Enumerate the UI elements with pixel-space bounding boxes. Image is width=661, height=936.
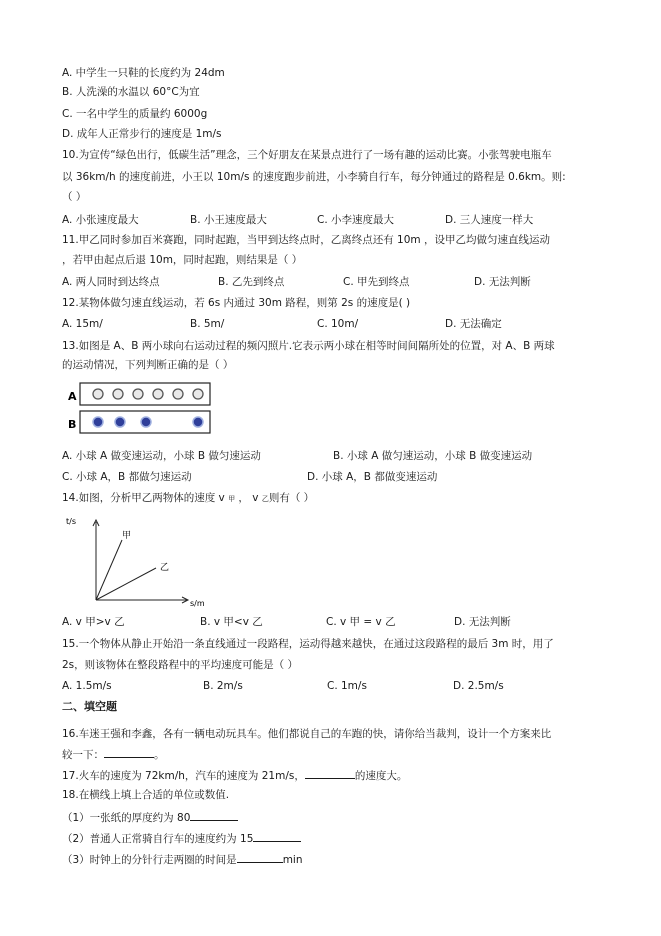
q16-stem-post: 。 xyxy=(154,749,165,761)
q9-option-d: D. 成年人正常步行的速度是 1m/s xyxy=(62,128,222,140)
q13-option-b: B. 小球 A 做匀速运动，小球 B 做变速运动 xyxy=(333,450,533,462)
q18-item-3-blank[interactable] xyxy=(237,851,283,863)
q12-option-c: C. 10m/ xyxy=(317,318,359,330)
q9-option-b: B. 人洗澡的水温以 60°C为宜 xyxy=(62,86,200,98)
q12-option-a: A. 15m/ xyxy=(62,318,103,330)
q13-option-c: C. 小球 A，B 都做匀速运动 xyxy=(62,471,192,483)
ball-b-2 xyxy=(115,417,125,427)
q16-stem-pre: 较一下： xyxy=(62,749,104,761)
q18-item-1 xyxy=(62,809,238,825)
q13-option-d: D. 小球 A，B 都做变速运动 xyxy=(307,471,438,483)
ball-b-4 xyxy=(193,417,203,427)
q10-option-b: B. 小王速度最大 xyxy=(190,214,267,226)
ball-a-6 xyxy=(193,389,203,399)
q10-option-d: D. 三人速度一样大 xyxy=(445,214,534,226)
q11-option-d: D. 无法判断 xyxy=(474,276,531,288)
strobe-photo-figure xyxy=(60,378,220,440)
q10-option-a: A. 小张速度最大 xyxy=(62,214,139,226)
q14-stem-mid: ， v xyxy=(235,492,262,504)
ball-b-1 xyxy=(93,417,103,427)
q17-answer-blank[interactable] xyxy=(305,767,355,779)
q18-item-1-text: （1）一张纸的厚度约为 80 xyxy=(62,812,191,824)
graph-y-label: t/s xyxy=(66,517,76,526)
ball-a-4 xyxy=(153,389,163,399)
q15-stem-line2: 2s，则该物体在整段路程中的平均速度可能是（ ） xyxy=(62,659,298,671)
q18-item-2-blank[interactable] xyxy=(253,830,301,842)
q11-option-a: A. 两人同时到达终点 xyxy=(62,276,160,288)
q14-option-d: D. 无法判断 xyxy=(454,616,511,628)
q15-option-c: C. 1m/s xyxy=(327,680,367,692)
q12-option-b: B. 5m/ xyxy=(190,318,225,330)
ball-a-3 xyxy=(133,389,143,399)
q17-stem-post: 的速度大。 xyxy=(354,770,408,782)
ts-graph-figure xyxy=(60,510,220,614)
q13-stem-line1: 13.如图是 A、B 两小球向右运动过程的频闪照片.它表示两小球在相等时间间隔所处的位置，对 A、B 两球 xyxy=(62,340,555,352)
q12-option-d: D. 无法确定 xyxy=(445,318,502,330)
q15-option-b: B. 2m/s xyxy=(203,680,243,692)
q10-option-c: C. 小李速度最大 xyxy=(317,214,395,226)
q15-option-d: D. 2.5m/s xyxy=(453,680,504,692)
row-label-a: A xyxy=(68,390,77,403)
q16-stem-line1: 16.车迷王强和李鑫，各有一辆电动玩具车。他们都说自己的车跑的快，请你给当裁判，设计一个方案来比 xyxy=(62,728,552,740)
ball-a-5 xyxy=(173,389,183,399)
q14-option-b: B. v 甲<v 乙 xyxy=(200,616,263,628)
q18-stem: 18.在横线上填上合适的单位或数值. xyxy=(62,789,230,801)
q11-option-b: B. 乙先到终点 xyxy=(218,276,285,288)
row-label-b: B xyxy=(68,418,77,431)
q18-item-1-blank[interactable] xyxy=(190,809,238,821)
q18-item-2 xyxy=(62,830,301,846)
q16-stem-line2 xyxy=(62,746,165,762)
q10-stem-line3: （ ） xyxy=(62,191,87,203)
q10-stem-line1: 10.为宣传“绿色出行，低碳生活”理念，三个好朋友在某景点进行了一场有趣的运动比赛。小张驾驶电瓶车 xyxy=(62,149,552,161)
q14-stem-pre: 14.如图，分析甲乙两物体的速度 v xyxy=(62,492,229,504)
q11-stem-line2: ，若甲由起点后退 10m，同时起跑，则结果是（ ） xyxy=(62,254,303,266)
graph-x-label: s/m xyxy=(190,599,205,608)
ball-a-2 xyxy=(113,389,123,399)
q14-subscript-yi: 乙 xyxy=(261,495,269,503)
q18-item-3-unit: min xyxy=(282,854,303,866)
graph-label-jia: 甲 xyxy=(122,531,132,541)
q14-subscript-jia: 甲 xyxy=(228,495,236,503)
graph-label-yi: 乙 xyxy=(160,563,170,573)
ball-a-1 xyxy=(93,389,103,399)
q12-stem: 12.某物体做匀速直线运动，若 6s 内通过 30m 路程，则第 2s 的速度是( ) xyxy=(62,297,411,309)
graph-line-yi xyxy=(96,568,156,600)
q11-option-c: C. 甲先到终点 xyxy=(343,276,410,288)
q18-item-3 xyxy=(62,851,303,867)
q16-answer-blank[interactable] xyxy=(104,746,154,758)
q15-option-a: A. 1.5m/s xyxy=(62,680,112,692)
ball-b-3 xyxy=(141,417,151,427)
q13-stem-line2: 的运动情况，下列判断正确的是（ ） xyxy=(62,359,234,371)
q9-option-a: A. 中学生一只鞋的长度约为 24dm xyxy=(62,67,225,79)
q17-stem xyxy=(62,767,407,783)
q18-item-2-text: （2）普通人正常骑自行车的速度约为 15 xyxy=(62,833,254,845)
q11-stem-line1: 11.甲乙同时参加百米赛跑，同时起跑，当甲到达终点时，乙离终点还有 10m ，设甲乙均做匀速直线运动 xyxy=(62,234,550,246)
section-heading-fill-in: 二、填空题 xyxy=(62,700,117,713)
q13-option-a: A. 小球 A 做变速运动，小球 B 做匀速运动 xyxy=(62,450,261,462)
q14-stem xyxy=(62,491,314,506)
q9-option-c: C. 一名中学生的质量约 6000g xyxy=(62,108,208,120)
q14-option-a: A. v 甲>v 乙 xyxy=(62,616,125,628)
q10-stem-line2: 以 36km/h 的速度前进，小王以 10m/s 的速度跑步前进，小李骑自行车，每分钟通过的路程是 0.6km。则: xyxy=(62,171,566,183)
q15-stem-line1: 15.一个物体从静止开始沿一条直线通过一段路程，运动得越来越快，在通过这段路程的最后 3m 时，用了 xyxy=(62,638,554,650)
q17-stem-pre: 17.火车的速度为 72km/h，汽车的速度为 21m/s， xyxy=(62,770,305,782)
q18-item-3-text: （3）时钟上的分针行走两圈的时间是 xyxy=(62,854,237,866)
q14-stem-post: 则有（ ） xyxy=(268,492,315,504)
graph-line-jia xyxy=(96,540,122,600)
q14-option-c: C. v 甲 = v 乙 xyxy=(326,616,396,628)
